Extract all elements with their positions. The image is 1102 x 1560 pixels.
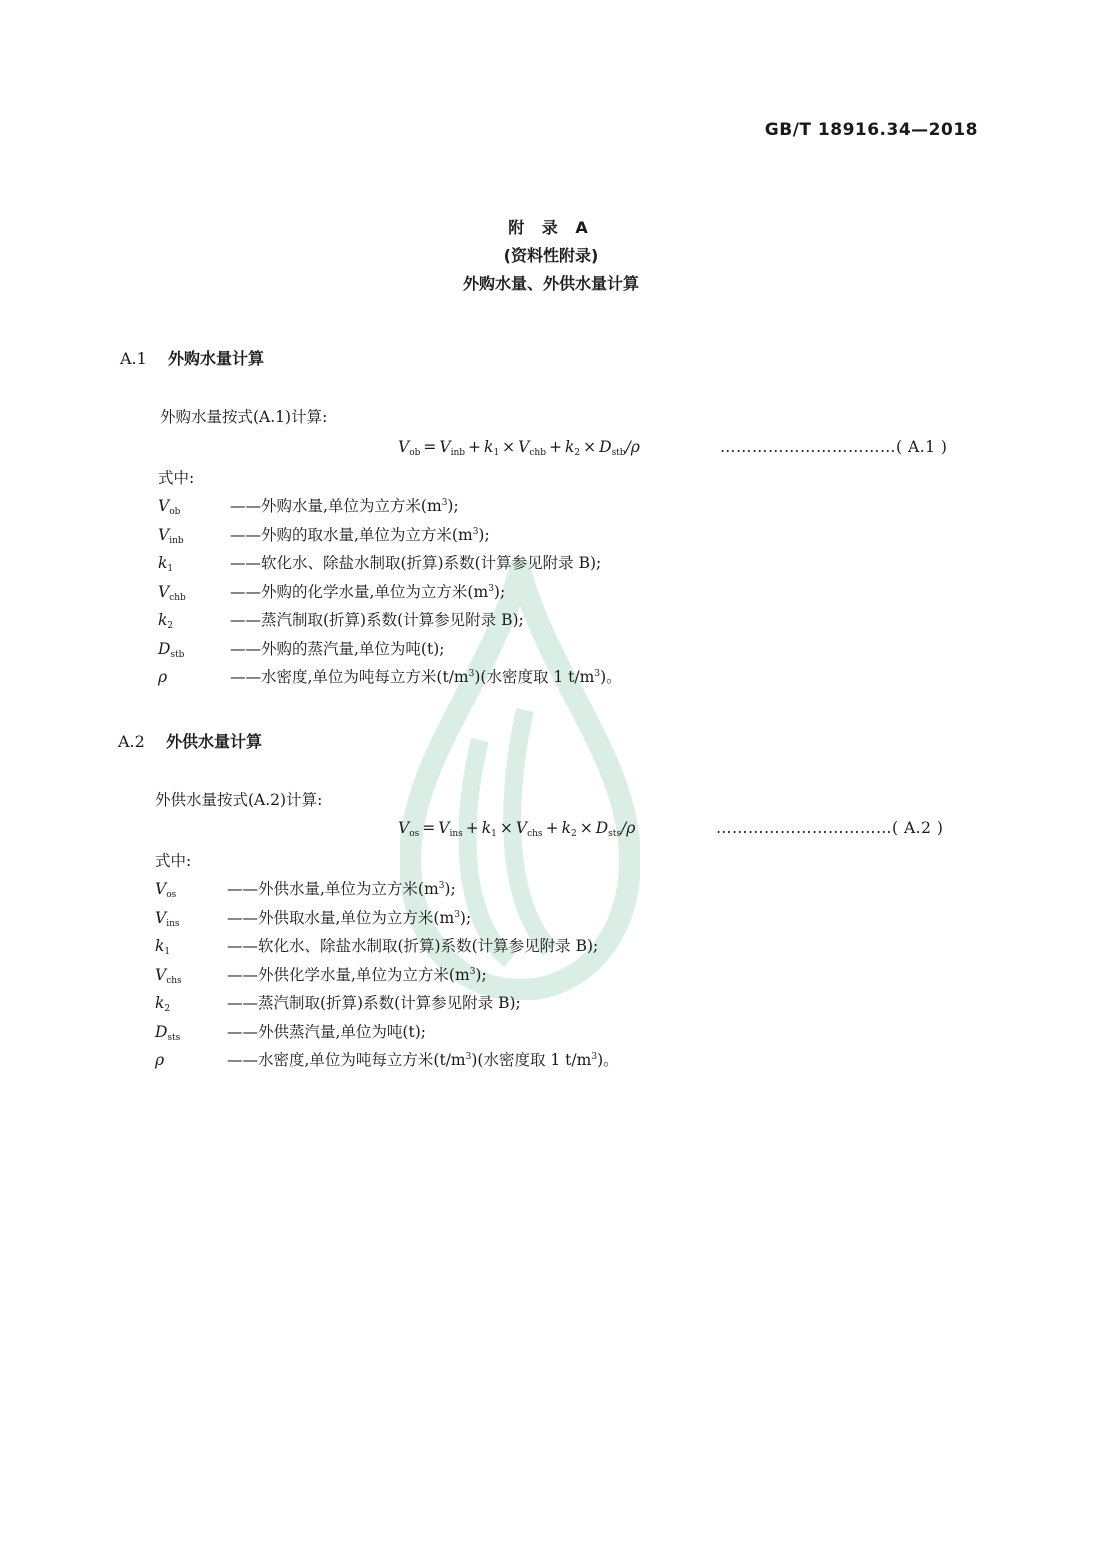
definition-line: ρ ——水密度,单位为吨每立方米$(t/m^3)$(水密度取 1 $t/m^3$)。 (158, 668, 622, 686)
standard-code: GB/T 18916.34—2018 (764, 120, 978, 140)
formula-a2: $V_{os} = V_{ins} + k_1 \times V_{chs} + k_2 \times D_{sts}/\rho$ (398, 819, 636, 839)
definition-line: $V_{os}$ ——外供水量,单位为立方米$(m^3)$; (155, 880, 456, 900)
section-title-a1 (120, 346, 264, 369)
symbol: ρ (155, 1051, 165, 1069)
symbol: $V_{ins}$ (155, 908, 180, 929)
where-label: 式中: (158, 469, 195, 487)
definition-text: ——蒸汽制取(折算)系数(计算参见附录 B); (230, 611, 524, 629)
equation-number-a2: ……………………………( A.2 ) (716, 819, 944, 837)
definition-line (155, 1020, 426, 1043)
symbol: $k_1$ (155, 937, 171, 957)
definition-text: ——蒸汽制取(折算)系数(计算参见附录 B); (227, 994, 521, 1012)
definition-line (158, 637, 444, 660)
symbol: $k_2$ (155, 994, 171, 1014)
definition-text: ——外供水量,单位为立方米(m (227, 880, 439, 898)
symbol: $D_{sts}$ (155, 1022, 181, 1043)
definition-text: ——外供取水量,单位为立方米(m (227, 908, 455, 927)
section-title-text: 外供水量计算 (166, 732, 263, 751)
definition-text: ——软化水、除盐水制取(折算)系数(计算参见附录 B); (230, 554, 602, 572)
where-label: 式中: (155, 852, 192, 870)
definition-line (158, 551, 601, 574)
definition-line (158, 608, 524, 631)
symbol: $k_1$ (158, 554, 174, 574)
definition-line: $V_{ob}$ ——外购水量,单位为立方米$(m^3)$; (158, 497, 459, 517)
definition-line: $V_{inb}$ ——外购的取水量,单位为立方米$(m^3)$; (158, 525, 490, 546)
formula-intro: 外购水量按式(A.1)计算: (160, 408, 328, 426)
symbol: ρ (158, 668, 168, 686)
definition-line: $V_{chs}$ ——外供化学水量,单位为立方米$(m^3)$; (155, 965, 487, 986)
definition-text: ——外购的化学水量,单位为立方米(m (230, 582, 489, 601)
appendix-label: 附 录 A (508, 218, 594, 237)
symbol: $V_{chs}$ (155, 965, 182, 986)
definition-line: $V_{chb}$ ——外购的化学水量,单位为立方米$(m^3)$; (158, 582, 506, 603)
symbol: $D_{stb}$ (158, 639, 185, 660)
definition-text: ——外供化学水量,单位为立方米(m (227, 965, 470, 984)
definition-text: ——外购的取水量,单位为立方米(m (230, 525, 473, 544)
section-title-text: 外购水量计算 (168, 349, 265, 368)
formula-a1: $V_{ob} = V_{inb} + k_1 \times V_{chb} + k_2 \times D_{stb}/\rho$ (398, 438, 640, 458)
formula-intro: 外供水量按式(A.2)计算: (155, 791, 323, 809)
definition-text: ——水密度,单位为吨每立方米(t/m (230, 668, 469, 686)
definition-line: ρ ——水密度,单位为吨每立方米$(t/m^3)$(水密度取 1 $t/m^3$)。 (155, 1051, 619, 1069)
appendix-type: (资料性附录) (503, 246, 599, 265)
symbol: $V_{ob}$ (158, 497, 181, 517)
appendix-heading (0, 214, 1102, 298)
symbol: $k_2$ (158, 611, 174, 631)
appendix-title: 外购水量、外供水量计算 (462, 274, 639, 293)
definition-line (155, 991, 521, 1014)
section-number: A.2 (118, 732, 145, 751)
definition-text: ——外供蒸汽量,单位为吨(t); (227, 1022, 426, 1041)
definition-text: ——外购水量,单位为立方米(m (230, 497, 442, 515)
symbol: $V_{chb}$ (158, 582, 186, 603)
section-number: A.1 (120, 349, 147, 368)
definition-line (155, 934, 598, 957)
equation-number-a1: ……………………………( A.1 ) (720, 438, 948, 456)
definition-text: ——外购的蒸汽量,单位为吨(t); (230, 639, 445, 658)
symbol: $V_{os}$ (155, 880, 177, 900)
section-title-a2 (118, 729, 262, 752)
symbol: $V_{inb}$ (158, 525, 184, 546)
definition-text: ——软化水、除盐水制取(折算)系数(计算参见附录 B); (227, 937, 599, 955)
definition-text: ——水密度,单位为吨每立方米(t/m (227, 1051, 466, 1069)
definition-line: $V_{ins}$ ——外供取水量,单位为立方米$(m^3)$; (155, 908, 472, 929)
